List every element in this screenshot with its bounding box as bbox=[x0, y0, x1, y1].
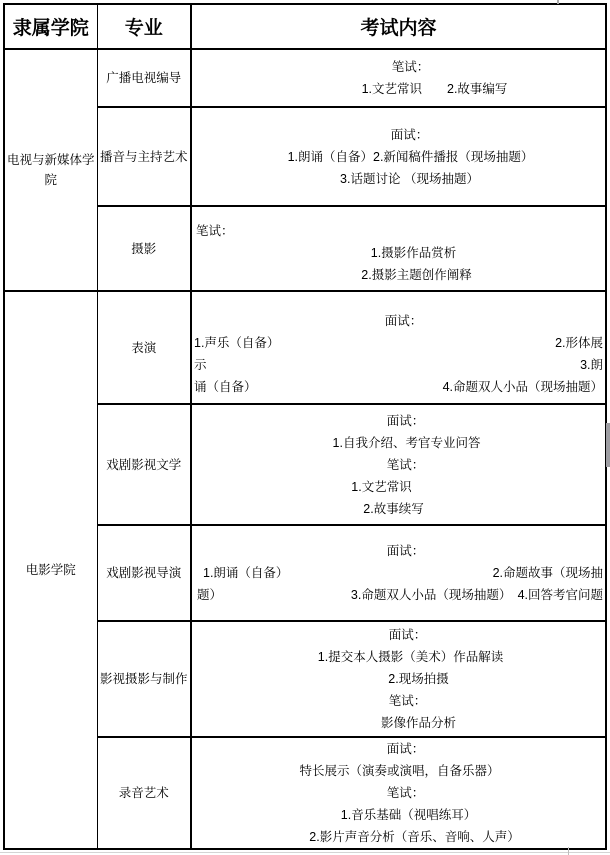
major-cell: 戏剧影视文学 bbox=[97, 404, 191, 525]
major-cell: 戏剧影视导演 bbox=[97, 525, 191, 621]
major-cell: 播音与主持艺术 bbox=[97, 107, 191, 206]
major-cell: 广播电视编导 bbox=[97, 49, 191, 107]
content-cell bbox=[191, 206, 606, 291]
header-cell-college: 隶属学院 bbox=[4, 4, 97, 49]
content-line: 1.摄影作品赏析 bbox=[370, 245, 457, 260]
content-line bbox=[192, 584, 605, 606]
content-line: 笔试： bbox=[386, 457, 425, 472]
table-row bbox=[4, 49, 606, 107]
gridline-artifact-tick bbox=[568, 847, 569, 855]
content-line bbox=[192, 376, 605, 398]
content-cell bbox=[191, 404, 606, 525]
content-line-left: 示 bbox=[194, 357, 207, 372]
content-line: 笔试： bbox=[386, 786, 425, 800]
content-cell bbox=[191, 107, 606, 206]
major-cell: 摄影 bbox=[97, 206, 191, 291]
content-line: 特长展示（演奏或演唱，自备乐器） bbox=[299, 764, 500, 778]
content-line-left: 1.声乐（自备） bbox=[194, 335, 280, 350]
content-line bbox=[192, 562, 605, 584]
content-line-left: 1.朗诵（自备） bbox=[203, 566, 289, 580]
major-cell: 影视摄影与制作 bbox=[97, 621, 191, 737]
content-line: 2.现场拍摄 bbox=[388, 672, 449, 686]
college-cell: 电视与新媒体学院 bbox=[4, 49, 97, 291]
header-cell-content: 考试内容 bbox=[191, 4, 606, 49]
college-cell: 电影学院 bbox=[4, 291, 97, 849]
content-line: 面试： bbox=[390, 127, 429, 142]
content-line-right: 2.命题故事（现场抽 bbox=[492, 566, 603, 580]
content-line: 1.文艺常识 2.故事编写 bbox=[361, 82, 508, 96]
content-line bbox=[192, 354, 605, 376]
content-line-left: 题） bbox=[197, 588, 223, 602]
content-line: 2.故事续写 bbox=[363, 501, 424, 516]
content-line: 面试： bbox=[384, 313, 423, 328]
content-line-right: 3.命题双人小品（现场抽题） 4.回答考官问题 bbox=[350, 588, 603, 602]
content-line-right: 3.朗 bbox=[580, 357, 603, 372]
major-cell: 录音艺术 bbox=[97, 737, 191, 849]
content-line-left: 诵（自备） bbox=[194, 379, 257, 394]
content-line: 1.文艺常识 bbox=[351, 479, 412, 494]
content-line bbox=[192, 332, 605, 354]
content-cell bbox=[191, 737, 606, 849]
major-cell: 表演 bbox=[97, 291, 191, 404]
content-line: 影像作品分析 bbox=[380, 716, 456, 730]
content-line: 面试： bbox=[386, 544, 425, 558]
table-row bbox=[4, 291, 606, 404]
content-line: 面试： bbox=[388, 628, 427, 642]
content-line: 2.影片声音分析（音乐、音响、人声） bbox=[309, 830, 520, 844]
content-line: 1.自我介绍、考官专业问答 bbox=[332, 435, 481, 450]
content-cell bbox=[191, 525, 606, 621]
exam-content-table bbox=[3, 3, 607, 850]
content-line-right: 2.形体展 bbox=[555, 335, 603, 350]
content-line: 1.朗诵（自备）2.新闻稿件播报（现场抽题） bbox=[287, 149, 534, 164]
content-line: 2.摄影主题创作阐释 bbox=[361, 267, 472, 282]
content-cell bbox=[191, 49, 606, 107]
content-cell bbox=[191, 291, 606, 404]
content-line: 3.话题讨论 （现场抽题） bbox=[340, 171, 479, 186]
gridline-artifact-bottom bbox=[0, 852, 610, 853]
scrollbar-thumb[interactable] bbox=[606, 423, 610, 467]
header-row bbox=[4, 4, 606, 49]
gridline-artifact-top bbox=[557, 0, 559, 4]
header-cell-major: 专业 bbox=[97, 4, 191, 49]
content-line: 面试： bbox=[386, 413, 425, 428]
content-line: 1.音乐基础（视唱练耳） bbox=[340, 808, 477, 822]
content-line: 笔试： bbox=[388, 694, 427, 708]
content-line-right: 4.命题双人小品（现场抽题） bbox=[442, 379, 603, 394]
content-line: 面试： bbox=[386, 742, 425, 756]
content-line: 笔试： bbox=[196, 223, 234, 238]
content-line: 1.提交本人摄影（美术）作品解读 bbox=[317, 650, 504, 664]
content-line: 笔试： bbox=[391, 60, 430, 74]
content-cell bbox=[191, 621, 606, 737]
